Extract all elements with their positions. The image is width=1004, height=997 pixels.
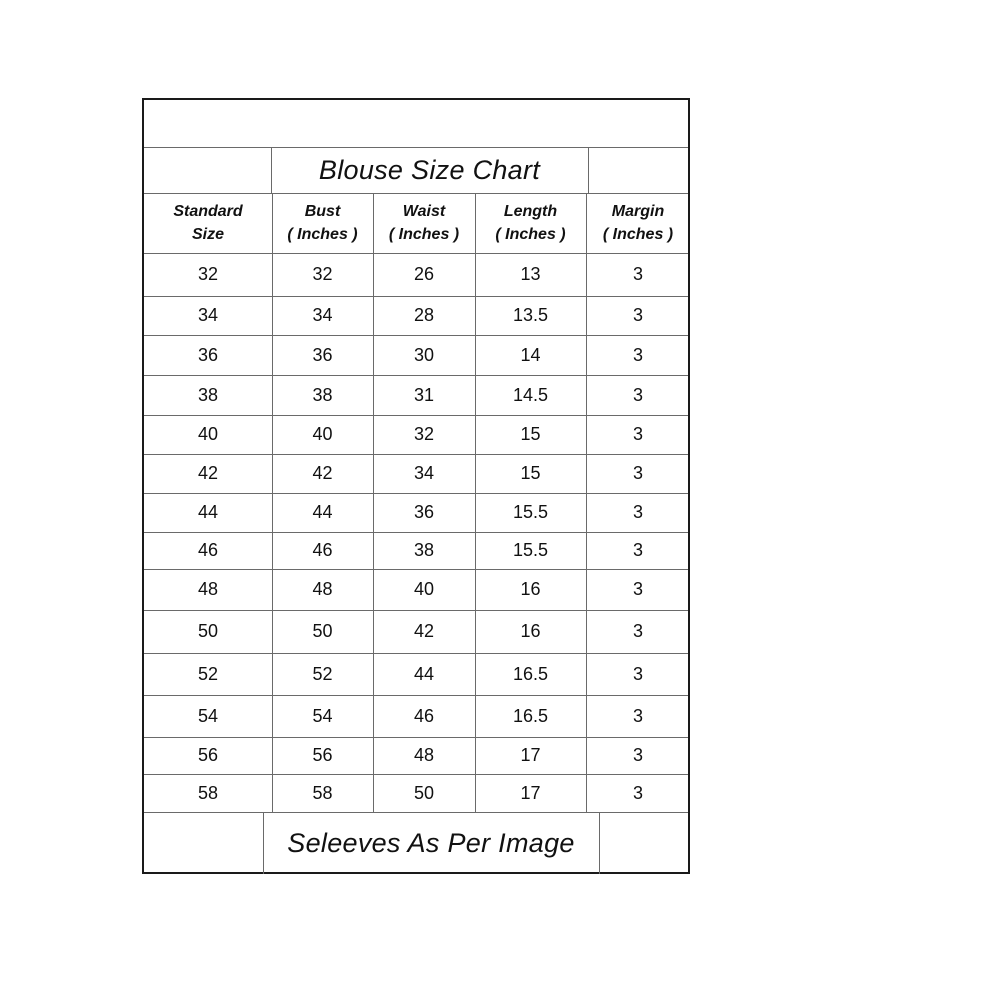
cell-length: 13 [520, 264, 541, 284]
title-divider [588, 147, 589, 193]
cell-margin: 3 [632, 579, 643, 599]
header-line: Size [191, 226, 224, 243]
cell-waist: 30 [413, 344, 435, 365]
cell-margin: 3 [632, 663, 643, 684]
cell-length: 14 [520, 344, 541, 365]
cell-waist: 46 [413, 705, 435, 726]
cell-length: 14.5 [512, 384, 549, 405]
header-line: ( Inches ) [287, 226, 358, 243]
cell-standard-size: 42 [197, 463, 219, 483]
header-line: Bust [304, 203, 341, 220]
cell-bust: 52 [312, 663, 333, 684]
cell-length: 16 [520, 621, 541, 641]
header-bust [272, 193, 373, 253]
cell-standard-size: 36 [197, 344, 219, 365]
cell-bust: 44 [312, 502, 333, 522]
cell-standard-size: 48 [197, 579, 219, 599]
cell-waist: 31 [413, 384, 435, 405]
cell-margin: 3 [632, 540, 643, 560]
cell-length: 15.5 [512, 502, 549, 522]
cell-bust: 32 [312, 264, 333, 284]
cell-margin: 3 [632, 745, 643, 765]
chart-title: Blouse Size Chart [318, 154, 541, 185]
cell-length: 15 [520, 463, 541, 483]
cell-waist: 48 [413, 745, 435, 765]
cell-length: 16.5 [512, 705, 549, 726]
cell-bust: 48 [312, 579, 333, 599]
cell-length: 16 [520, 579, 541, 599]
cell-standard-size: 56 [197, 745, 219, 765]
cell-standard-size: 34 [197, 305, 219, 325]
cell-length: 13.5 [512, 305, 549, 325]
cell-waist: 38 [413, 540, 435, 560]
cell-bust: 36 [312, 344, 333, 365]
cell-margin: 3 [632, 344, 643, 365]
cell-waist: 26 [413, 264, 435, 284]
cell-standard-size: 44 [197, 502, 219, 522]
cell-bust: 40 [312, 424, 333, 444]
cell-waist: 36 [413, 502, 435, 522]
cell-standard-size: 40 [197, 424, 219, 444]
cell-length: 17 [520, 745, 541, 765]
cell-bust: 46 [312, 540, 333, 560]
cell-waist: 34 [413, 463, 435, 483]
cell-standard-size: 54 [197, 705, 219, 726]
cell-length: 15.5 [512, 540, 549, 560]
header-length [475, 193, 586, 253]
cell-margin: 3 [632, 502, 643, 522]
cell-standard-size: 52 [197, 663, 219, 684]
cell-bust: 58 [312, 782, 333, 803]
cell-length: 17 [520, 782, 541, 803]
header-standard-size [144, 193, 272, 253]
size-chart-table [142, 98, 690, 874]
header-line: Standard [173, 203, 243, 220]
cell-margin: 3 [632, 782, 643, 803]
cell-length: 16.5 [512, 663, 549, 684]
cell-bust: 34 [312, 305, 333, 325]
cell-standard-size: 58 [197, 782, 219, 803]
cell-waist: 28 [413, 305, 435, 325]
footer-divider [599, 812, 600, 874]
cell-standard-size: 50 [197, 621, 219, 641]
sleeves-note: Seleeves As Per Image [287, 827, 575, 858]
footer-divider [263, 812, 264, 874]
cell-waist: 42 [413, 621, 435, 641]
cell-margin: 3 [632, 705, 643, 726]
row-divider [144, 812, 688, 813]
cell-standard-size: 32 [197, 264, 219, 284]
row-divider [144, 147, 688, 148]
header-waist [373, 193, 475, 253]
cell-bust: 56 [312, 745, 333, 765]
cell-margin: 3 [632, 264, 643, 284]
cell-bust: 54 [312, 705, 333, 726]
header-line: ( Inches ) [388, 226, 460, 243]
cell-bust: 38 [312, 384, 333, 405]
cell-margin: 3 [632, 305, 643, 325]
header-line: Waist [402, 203, 446, 220]
cell-margin: 3 [632, 384, 643, 405]
cell-waist: 40 [413, 579, 435, 599]
cell-margin: 3 [632, 424, 643, 444]
cell-standard-size: 38 [197, 384, 219, 405]
header-line: Length [503, 203, 558, 220]
header-line: ( Inches ) [495, 226, 566, 243]
header-margin [586, 193, 690, 253]
title-divider [271, 147, 272, 193]
cell-margin: 3 [632, 463, 643, 483]
cell-waist: 50 [413, 782, 435, 803]
cell-bust: 42 [312, 463, 333, 483]
cell-standard-size: 46 [197, 540, 219, 560]
cell-waist: 32 [413, 424, 435, 444]
cell-length: 15 [520, 424, 541, 444]
cell-bust: 50 [312, 621, 333, 641]
cell-waist: 44 [413, 663, 435, 684]
cell-margin: 3 [632, 621, 643, 641]
header-line: ( Inches ) [602, 226, 674, 243]
header-line: Margin [611, 203, 665, 220]
